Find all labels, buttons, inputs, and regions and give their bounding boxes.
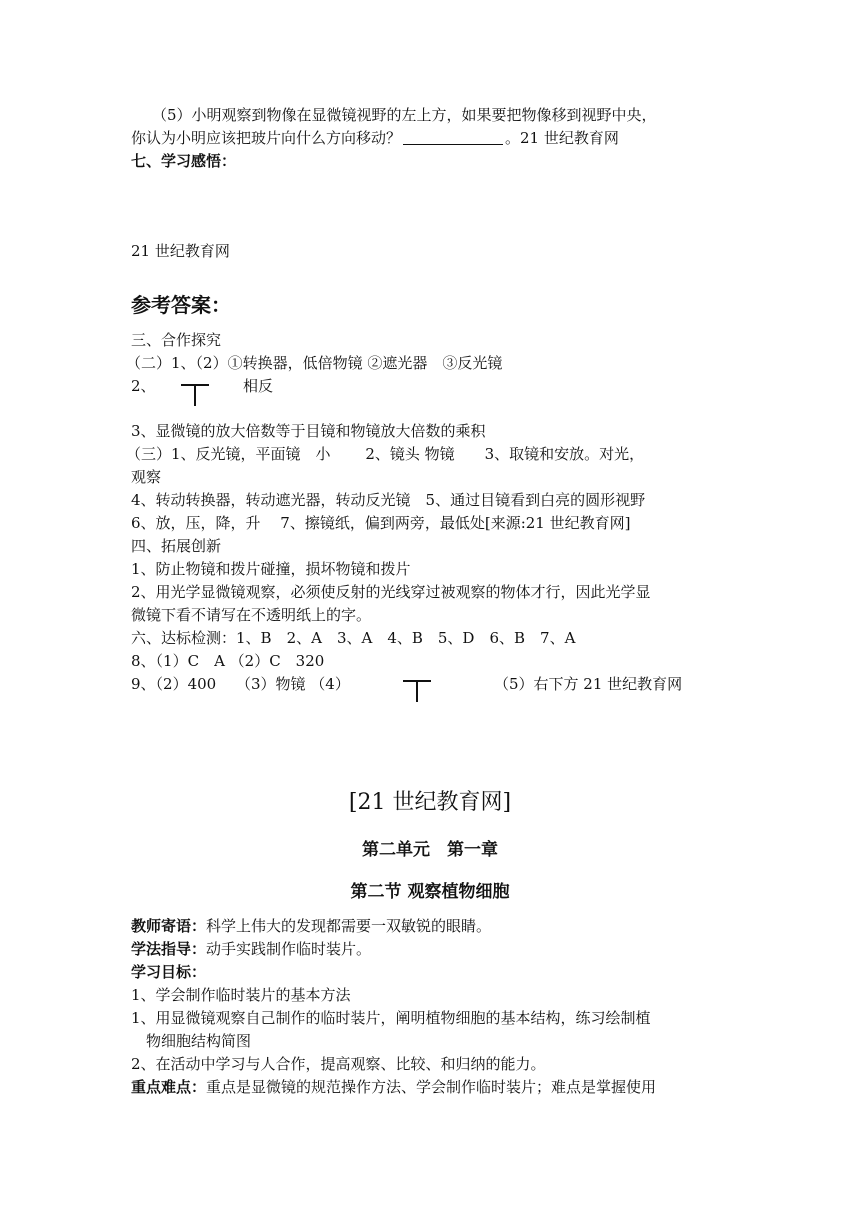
question-5-line-1: （5）小明观察到物像在显微镜视野的左上方，如果要把物像移到视野中央， [152,106,657,124]
goals-heading: 学习目标： [131,963,207,981]
goal-item-continued: 物细胞结构简图 [146,1032,252,1050]
goal-item: 1、学会制作临时装片的基本方法 [131,986,351,1004]
key-difficulty: 重点难点：重点是显微镜的规范操作方法、学会制作临时装片；难点是掌握使用 [131,1078,657,1096]
answer-line: 相反 [243,377,274,395]
answer-line: （二）1、（2）①转换器，低倍物镜 ②遮光器 ③反光镜 [126,354,503,372]
answer-line: 2、用光学显微镜观察，必须使反射的光线穿过被观察的物体才行，因此光学显 [131,583,651,601]
answer-blank [403,130,503,145]
answer-line: 4、转动转换器，转动遮光器，转动反光镜 5、通过目镜看到白亮的圆形视野 [131,491,646,509]
answer-line: 六、达标检测：1、B 2、A 3、A 4、B 5、D 6、B 7、A [131,629,576,647]
answer-line: 2、 [131,377,156,395]
answer-line: 三、合作探究 [131,331,222,349]
watermark-text: 21 世纪教育网 [131,242,230,260]
answer-line: 6、放，压，降，升 7、擦镜纸，偏到两旁，最低处[来源:21 世纪教育网] [131,514,631,532]
study-method: 学法指导：动手实践制作临时装片。 [131,940,372,958]
answer-line: 9、（2）400 （3）物镜 （4） [131,675,350,693]
section-7-heading: 七、学习感悟： [131,152,237,170]
unit-chapter-title: 第二单元 第一章 [362,840,498,860]
answer-line: 1、防止物镜和拨片碰撞，损坏物镜和拨片 [131,560,411,578]
answer-line: （三）1、反光镜，平面镜 小 2、镜头 物镜 3、取镜和安放。对光， [126,445,645,463]
answer-line: 3、显微镜的放大倍数等于目镜和物镜放大倍数的乘积 [131,422,486,440]
teacher-message: 教师寄语：科学上伟大的发现都需要一双敏锐的眼睛。 [131,917,492,935]
answer-line: 微镜下看不请写在不透明纸上的字。 [131,606,372,624]
answer-line: 8、（1）C A （2）C 320 [131,652,325,670]
answer-line: 四、拓展创新 [131,537,222,555]
answers-heading: 参考答案： [131,293,231,317]
goal-item: 2、在活动中学习与人合作，提高观察、比较、和归纳的能力。 [131,1055,546,1073]
question-5-line-2: 你认为小明应该把玻片向什么方向移动？ 。21 世纪教育网 [131,129,619,147]
answer-line: 观察 [131,468,162,486]
answer-line: （5）右下方 21 世纪教育网 [494,675,683,693]
goal-item: 1、用显微镜观察自己制作的临时装片，阐明植物细胞的基本结构，练习绘制植 [131,1009,651,1027]
section-title: 第二节 观察植物细胞 [350,882,510,902]
source-title: [21 世纪教育网] [348,790,512,815]
